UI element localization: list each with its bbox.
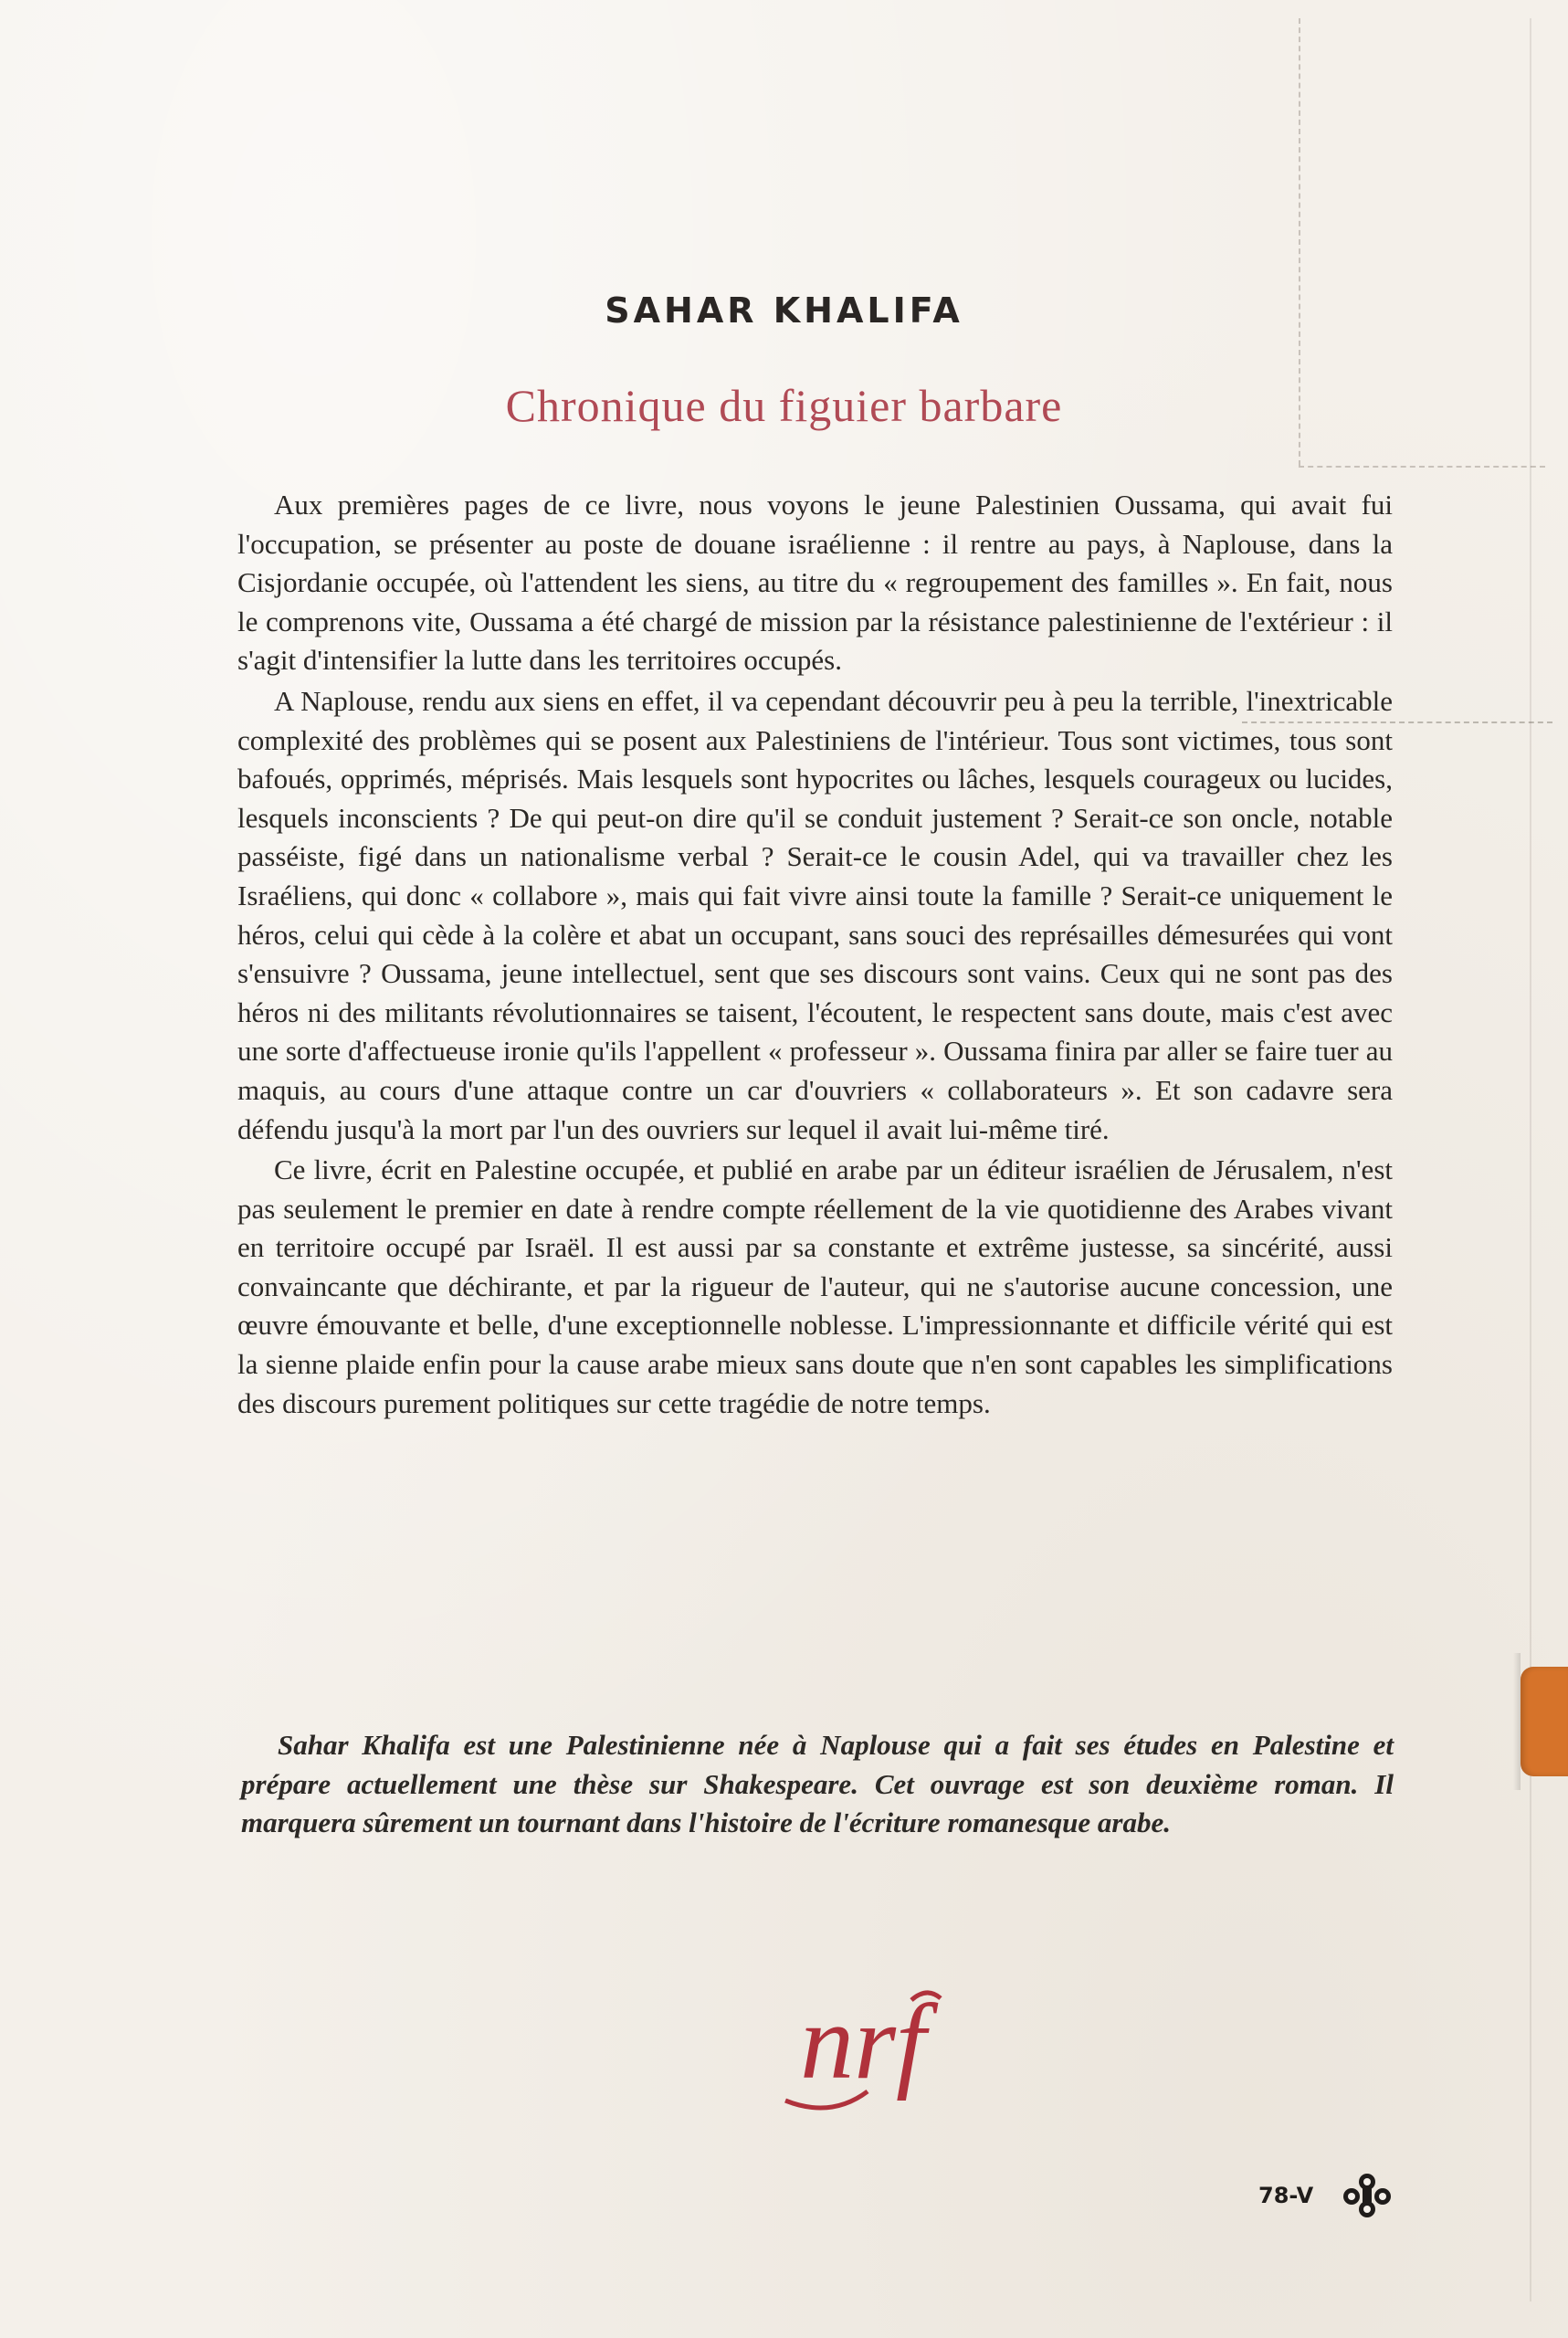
author-bio: Sahar Khalifa est une Palestinienne née à Naplouse qui a fait ses études en Palestine et prépare actuellement une thèse sur Shakespeare. Cet ouvrage est son deuxième roman. Il marquera sûrement un tournant dans l'histoire de l'écriture romanesque arabe. bbox=[241, 1729, 1394, 1839]
blurb-text bbox=[237, 486, 1393, 1423]
book-title: Chronique du figuier barbare bbox=[505, 380, 1063, 431]
page-edge bbox=[1530, 18, 1531, 2301]
blurb-paragraph: A Naplouse, rendu aux siens en effet, il va cependant découvrir peu à peu la terrible, l'inextricable complexité des problèmes qui se posent aux Palestiniens de l'intérieur. Tous sont victimes, tous sont bafoués, opprimés, méprisés. Mais lesquels sont hypocrites ou lâches, lesquels courageux ou lucides, lesquels inconscients ? De qui peut-on dire qu'il se conduit justement ? Serait-ce son oncle, notable passéiste, figé dans un nationalisme verbal ? Serait-ce le cousin Adel, qui va travailler chez les Israéliens, qui donc « collabore », mais qui fait vivre ainsi toute la famille ? Serait-ce uniquement le héros, celui qui cède à la colère et abat un occupant, sans souci des représailles démesurées qui vont s'ensuivre ? Oussama, jeune intellectuel, sent que ses discours sont vains. Ceux qui ne sont pas des héros ni des militants révolutionnaires se taisent, l'écoutent, le respectent sans doute, mais c'est avec une sorte d'affectueuse ironie qu'ils l'appellent « professeur ». Oussama finira par aller se faire tuer au maquis, au cours d'une attaque contre un car d'ouvriers « collaborateurs ». Et son cadavre sera défendu jusqu'à la mort par l'un des ouvriers sur lequel il avait lui-même tiré. bbox=[237, 684, 1393, 1145]
publisher-colophon-icon bbox=[1335, 2169, 1399, 2224]
paper-crease-horizontal bbox=[1299, 466, 1545, 469]
tab-shadow bbox=[1513, 1653, 1521, 1790]
orange-tab bbox=[1521, 1667, 1568, 1776]
author-name: SAHAR KHALIFA bbox=[605, 290, 963, 331]
nrf-logo-text: nrf bbox=[800, 1982, 926, 2101]
blurb-paragraph: Ce livre, écrit en Palestine occupée, et publié en arabe par un éditeur israélien de Jérusalem, n'est pas seulement le premier en date à rendre compte réellement de la vie quotidienne des Arabes vivant en territoire occupé par Israël. Il est aussi par sa constante et extrême justesse, sa sincérité, aussi convaincante que déchirante, et par la rigueur de l'auteur, qui ne s'autorise aucune concession, une œuvre émouvante et belle, d'une exceptionnelle noblesse. L'impressionnante et difficile vérité qui est la sienne plaide enfin pour la cause arabe mieux sans doute que n'en sont capables les simplifications des discours purement politiques sur cette tragédie de notre temps. bbox=[237, 1153, 1393, 1419]
catalog-code: 78-V bbox=[1258, 2183, 1314, 2208]
nrf-logo-icon bbox=[758, 1982, 968, 2128]
blurb-paragraph: Aux premières pages de ce livre, nous voyons le jeune Palestinien Oussama, qui avait fui l'occupation, se présenter au poste de douane israélienne : il rentre au pays, à Naplouse, dans la Cisjordanie occupée, où l'attendent les siens, au titre du « regroupement des familles ». En fait, nous le comprenons vite, Oussama a été chargé de mission par la résistance palestinienne de l'extérieur : il s'agit d'intensifier la lutte dans les territoires occupés. bbox=[237, 489, 1393, 677]
